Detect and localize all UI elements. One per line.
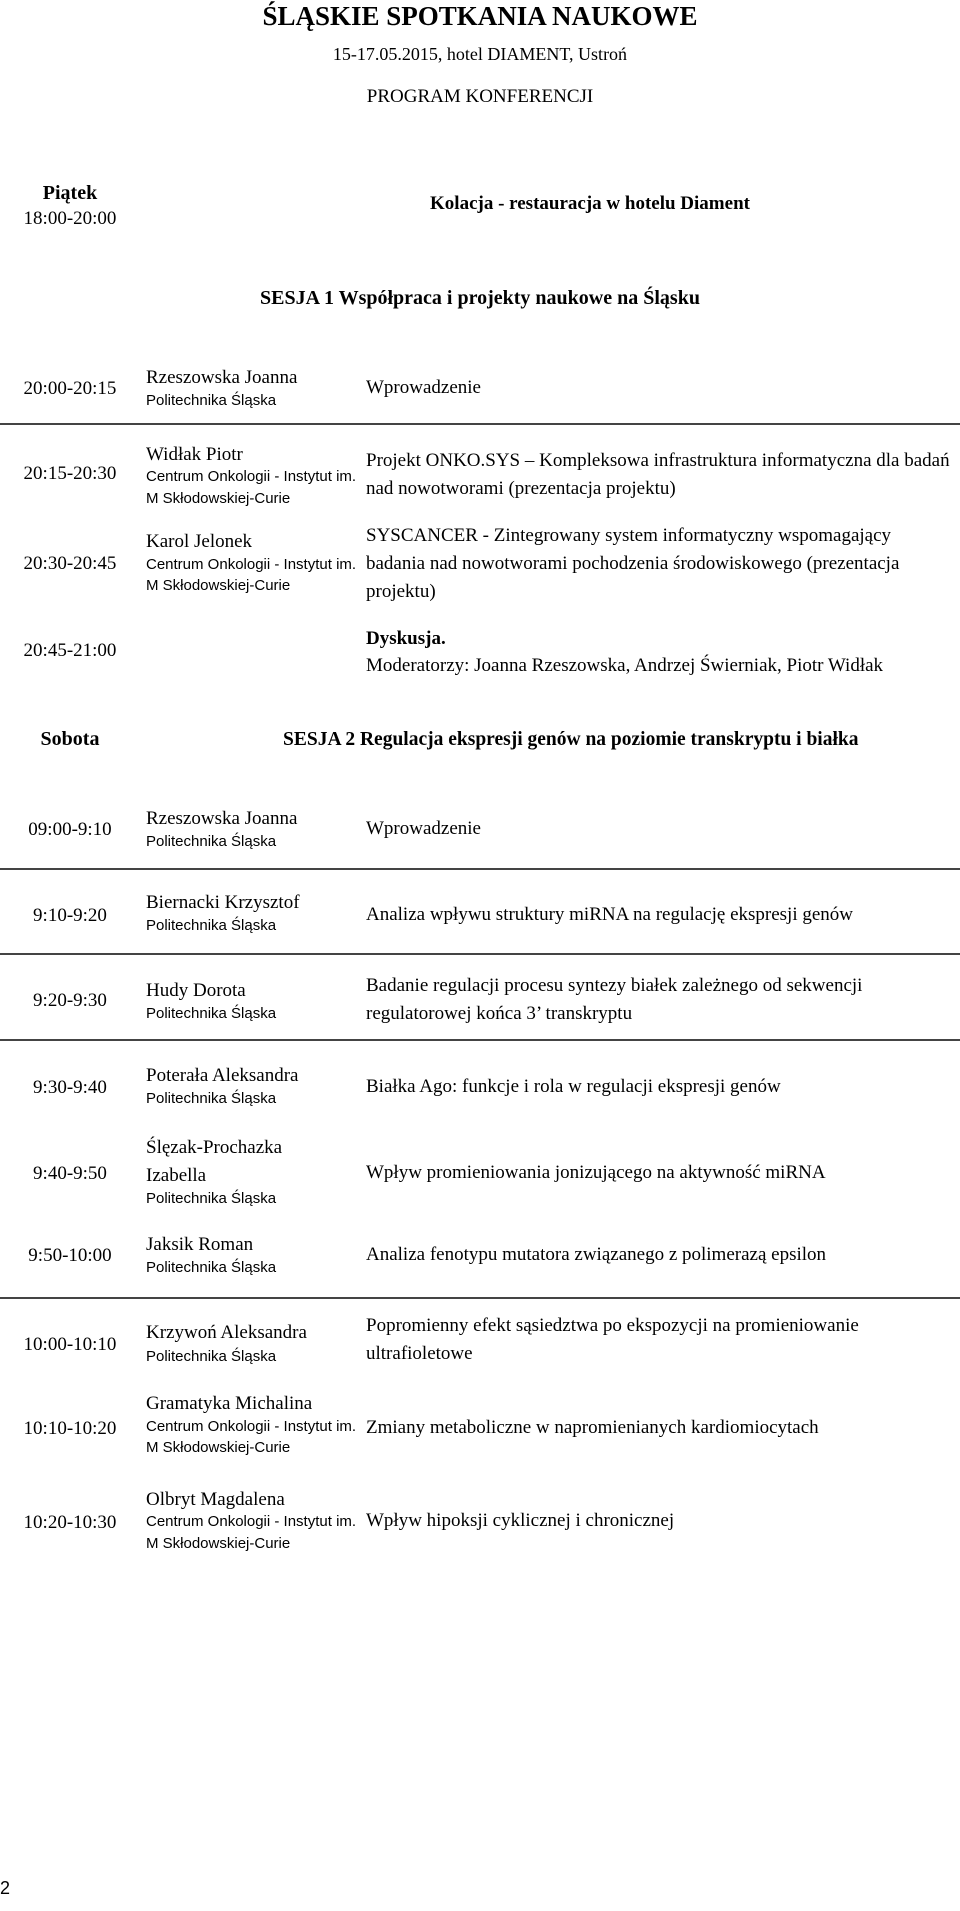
speaker-name: Gramatyka Michalina (146, 1393, 313, 1414)
speaker-affiliation: Politechnika Śląska (146, 1259, 277, 1276)
speaker-name: Rzeszowska Joanna (146, 367, 298, 388)
speaker-name: Jaksik Roman (146, 1234, 254, 1255)
speaker-affiliation-2: M Skłodowskiej-Curie (146, 1439, 291, 1456)
program-heading: PROGRAM KONFERENCJI (366, 86, 594, 107)
speaker-affiliation: Politechnika Śląska (146, 917, 277, 934)
speaker-name: Rzeszowska Joanna (146, 808, 298, 829)
page-title: ŚLĄSKIE SPOTKANIA NAUKOWE (262, 1, 698, 31)
speaker-affiliation: Politechnika Śląska (146, 833, 277, 850)
talk-title: Badanie regulacji procesu syntezy białek zależnego od sekwencji regulatorowej końca 3’ transkryptu (366, 975, 863, 1024)
session-2-time-4: 9:30-9:40 (33, 1077, 107, 1098)
talk-title: Analiza fenotypu mutatora związanego z polimerazą epsilon (366, 1244, 827, 1265)
session-2-time-3: 9:20-9:30 (33, 990, 107, 1011)
session-1-title: SESJA 1 Współpraca i projekty naukowe na Śląsku (260, 287, 700, 309)
talk-title: SYSCANCER - Zintegrowany system informatyczny wspomagający badania nad nowotworami pochodzenia środowiskowego (prezentacja projektu) (366, 525, 900, 602)
row-divider (0, 953, 960, 955)
speaker-affiliation: Centrum Onkologii - Instytut im. (146, 1513, 357, 1530)
speaker-affiliation: Politechnika Śląska (146, 392, 277, 409)
talk-title: Zmiany metaboliczne w napromienianych kardiomiocytach (366, 1417, 819, 1438)
session-2-time-2: 9:10-9:20 (33, 905, 107, 926)
speaker-affiliation: Politechnika Śląska (146, 1090, 277, 1107)
friday-time: 18:00-20:00 (23, 208, 117, 229)
speaker-affiliation: Centrum Onkologii - Instytut im. (146, 468, 357, 485)
speaker-name-2: Izabella (146, 1165, 207, 1186)
talk-title: Wprowadzenie (366, 818, 481, 839)
speaker-affiliation-2: M Skłodowskiej-Curie (146, 1535, 291, 1552)
speaker-name: Hudy Dorota (146, 980, 246, 1001)
page-number: 2 (0, 1878, 11, 1898)
session-2-title: SESJA 2 Regulacja ekspresji genów na poziomie transkryptu i białka (283, 729, 859, 750)
speaker-affiliation: Centrum Onkologii - Instytut im. (146, 556, 357, 573)
friday-event: Kolacja - restauracja w hotelu Diament (430, 193, 750, 214)
session-1-time-2: 20:15-20:30 (23, 463, 117, 484)
session-2-time-8: 10:10-10:20 (23, 1418, 117, 1439)
speaker-name: Widłak Piotr (146, 444, 243, 465)
talk-title: Projekt ONKO.SYS – Kompleksowa infrastruktura informatyczna dla badań nad nowotworami (prezentacja projektu) (366, 450, 950, 499)
conference-subtitle: 15-17.05.2015, hotel DIAMENT, Ustroń (332, 44, 628, 64)
speaker-affiliation-2: M Skłodowskiej-Curie (146, 490, 291, 507)
speaker-name: Karol Jelonek (146, 531, 253, 552)
row-divider (0, 868, 960, 870)
talk-title: Analiza wpływu struktury miRNA na regulację ekspresji genów (366, 904, 854, 925)
discussion-moderators: Moderatorzy: Joanna Rzeszowska, Andrzej Świerniak, Piotr Widłak (366, 655, 884, 676)
speaker-affiliation: Politechnika Śląska (146, 1348, 277, 1365)
session-2-time-9: 10:20-10:30 (23, 1512, 117, 1533)
session-2-time-5: 9:40-9:50 (33, 1163, 107, 1184)
speaker-name: Olbryt Magdalena (146, 1489, 285, 1510)
session-1-time-3: 20:30-20:45 (23, 553, 117, 574)
session-2-time-6: 9:50-10:00 (28, 1245, 112, 1266)
day-saturday: Sobota (40, 728, 100, 750)
speaker-name: Ślęzak-Prochazka (146, 1137, 283, 1158)
speaker-name: Krzywoń Aleksandra (146, 1322, 307, 1343)
session-2-time-1: 09:00-9:10 (28, 819, 112, 840)
speaker-name: Poterała Aleksandra (146, 1065, 299, 1086)
talk-title: Wprowadzenie (366, 377, 481, 398)
discussion-time: 20:45-21:00 (23, 640, 117, 661)
speaker-affiliation: Centrum Onkologii - Instytut im. (146, 1418, 357, 1435)
row-divider (0, 423, 960, 425)
discussion-label: Dyskusja. (366, 628, 446, 649)
day-friday: Piątek (42, 182, 98, 204)
row-divider (0, 1039, 960, 1041)
talk-title: Popromienny efekt sąsiedztwa po ekspozycji na promieniowanie ultrafioletowe (366, 1315, 859, 1364)
row-divider (0, 1297, 960, 1299)
speaker-affiliation: Politechnika Śląska (146, 1005, 277, 1022)
talk-title: Wpływ promieniowania jonizującego na aktywność miRNA (366, 1162, 826, 1183)
session-1-time-1: 20:00-20:15 (23, 378, 117, 399)
session-2-time-7: 10:00-10:10 (23, 1334, 117, 1355)
speaker-name: Biernacki Krzysztof (146, 892, 300, 913)
speaker-affiliation: Politechnika Śląska (146, 1190, 277, 1207)
talk-title: Wpływ hipoksji cyklicznej i chronicznej (366, 1510, 675, 1531)
talk-title: Białka Ago: funkcje i rola w regulacji ekspresji genów (366, 1076, 781, 1097)
speaker-affiliation-2: M Skłodowskiej-Curie (146, 577, 291, 594)
